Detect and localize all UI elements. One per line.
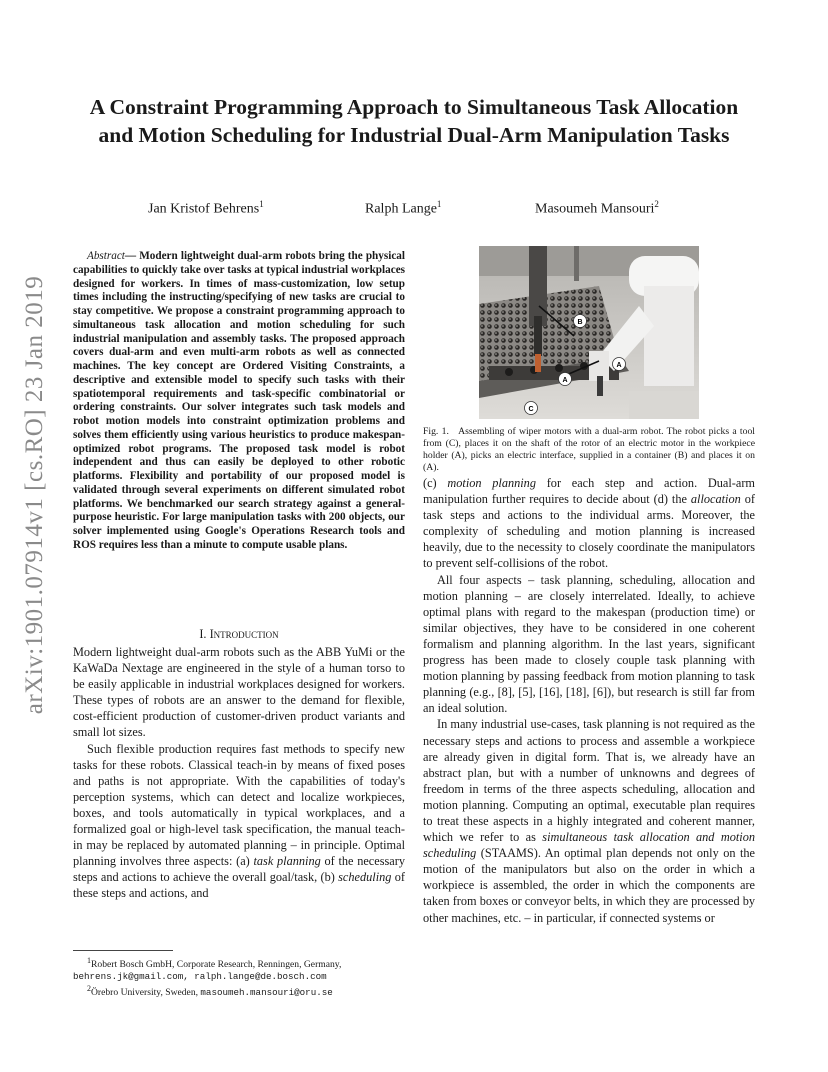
author-1: Jan Kristof Behrens$^1$ — [148, 199, 264, 217]
right-paragraph-1: (c) motion planning for each step and action. Dual-arm manipulation further requires to decide about (d) the allocation of task steps and actions to the individual arms. Moreover, the complexity of scheduling and motion planning is increased heavily, due to the necessity to closely coordinate the manipulators to prevent self-collisions of the robot. — [423, 476, 755, 571]
figure-label-b — [574, 315, 587, 328]
abstract-text: — Modern lightweight dual-arm robots bring the physical capabilities to quickly take over tasks at typical industrial workplaces designed for workers. In times of mass-customization, low setup times including the instructing/specifying of new tasks are crucial to stay competitive. We propose a constraint programming approach to simultaneous task allocation and motion scheduling for such industrial manipulation and assembly tasks. The proposed approach covers dual-arm and even multi-arm robots as well as connected machines. The key concept are Ordered Visiting Constraints, a descriptive and extensible model to specify such tasks with their spatiotemporal requirements and task-specific combinatorial or ordering constraints. Our solver integrates such task models and robot motion models into constraint optimization problems and solves them efficiently using various heuristics to produce makespan-optimized robot programs. The proposed task model is robot independent and thus can easily be deployed to other robotic platforms. Flexibility and portability of our proposed model is validated through several experiments on different simulated robot platforms. We benchmarked our search strategy against a general-purpose heuristic. For large manipulation tasks with 200 objects, our solver implemented using Google's Operations Research tools and ROS requires less than a minute to compute usable plans. — [73, 250, 406, 551]
footnote-2: $^2$Örebro University, Sweden, masoumeh.mansouri@oru.se — [87, 984, 333, 999]
intro-paragraph-1: Modern lightweight dual-arm robots such as the ABB YuMi or the KaWaDa Nextage are engineered in the style of a human torso to be easily applicable in industrial workplaces designed for workers. These types of robots are an answer to the demand for flexible, cost-efficient production of customer-driven product variants and small lot sizes. — [73, 645, 405, 740]
paper-title: A Constraint Programming Approach to Simultaneous Task Allocation and Motion Scheduling for Industrial Dual-Arm Manipulation Tasks — [89, 95, 739, 147]
svg-text:A: A — [616, 362, 622, 369]
figure-label-c — [525, 402, 538, 415]
footnote-1: $^1$Robert Bosch GmbH, Corporate Research, Renningen, Germany, behrens.jk@gmail.com, ralph.lange@de.bosch.com — [73, 956, 342, 983]
author-3: Masoumeh Mansouri$^2$ — [535, 199, 659, 217]
right-column-text — [423, 475, 755, 926]
intro-paragraph-2: Such flexible production requires fast methods to specify new tasks for these robots. Classical teach-in by means of fixed poses and paths is not appropriate. With the capabilities of today's perception systems, which can detect and localize workpieces, boxes, and tools automatically in typical workplaces, and a formalized goal or high-level task specification, the manual teach-in may be replaced by automated planning – in principle. Optimal planning involves three aspects: (a) task planning of the necessary steps and actions to achieve the overall goal/task, (b) scheduling of these steps and actions, and — [73, 741, 405, 901]
figure-label-a2 — [559, 373, 572, 386]
introduction-text — [73, 644, 405, 902]
section-heading: I. Introduction — [199, 627, 279, 641]
footnotes — [73, 955, 405, 999]
abstract — [73, 250, 405, 553]
figure-1-caption: Fig. 1. Assembling of wiper motors with a dual-arm robot. The robot picks a tool from (C), places it on the shaft of the rotor of an electric motor in the workpiece holder (A), picks an electric interface, supplied in a container (B) and places it on (A). — [423, 426, 755, 473]
figure-1-robot-photo — [479, 246, 699, 419]
author-2: Ralph Lange$^1$ — [365, 199, 442, 217]
arxiv-identifier: arXiv:1901.07914v1 [cs.RO] 23 Jan 2019 — [21, 275, 48, 715]
right-paragraph-2: All four aspects – task planning, scheduling, allocation and motion planning – are closely interrelated. Ideally, to achieve optimal plans with regard to the makespan (production time) or similar objectives, they have to be considered in one coherent formalism and planning algorithm. In the last years, significant progress has been made to closely couple task planning with motion planning by passing feedback from motion planning to task planning (e.g., [8], [5], [16], [18], [6]), but research is still far from an ideal solution. — [423, 572, 755, 716]
svg-text:A: A — [562, 377, 568, 384]
right-paragraph-3: In many industrial use-cases, task planning is not required as the necessary steps and actions to process and assemble a workpiece are already given in digital form. That is, we already have an abstract plan, but with a number of unknowns and degrees of freedom in terms of the three aspects scheduling, allocation and motion planning. Computing an optimal, executable plan requires to treat these aspects in a highly integrated and coherent manner, which we refer to as simultaneous task allocation and motion scheduling (STAAMS). An optimal plan depends not only on the motion of the manipulators but also on the order in which a workpiece is assembled, the order in which the components are taken from boxes or conveyor belts, in which they are processed by other machines, etc. – in particular, if connected systems or — [423, 717, 755, 925]
abstract-label: Abstract — [87, 250, 125, 262]
svg-text:B: B — [577, 319, 583, 326]
robot-workcell-illustration — [479, 246, 699, 419]
svg-text:C: C — [528, 406, 534, 413]
figure-label-a1 — [613, 358, 626, 371]
footnote-rule — [73, 950, 173, 951]
